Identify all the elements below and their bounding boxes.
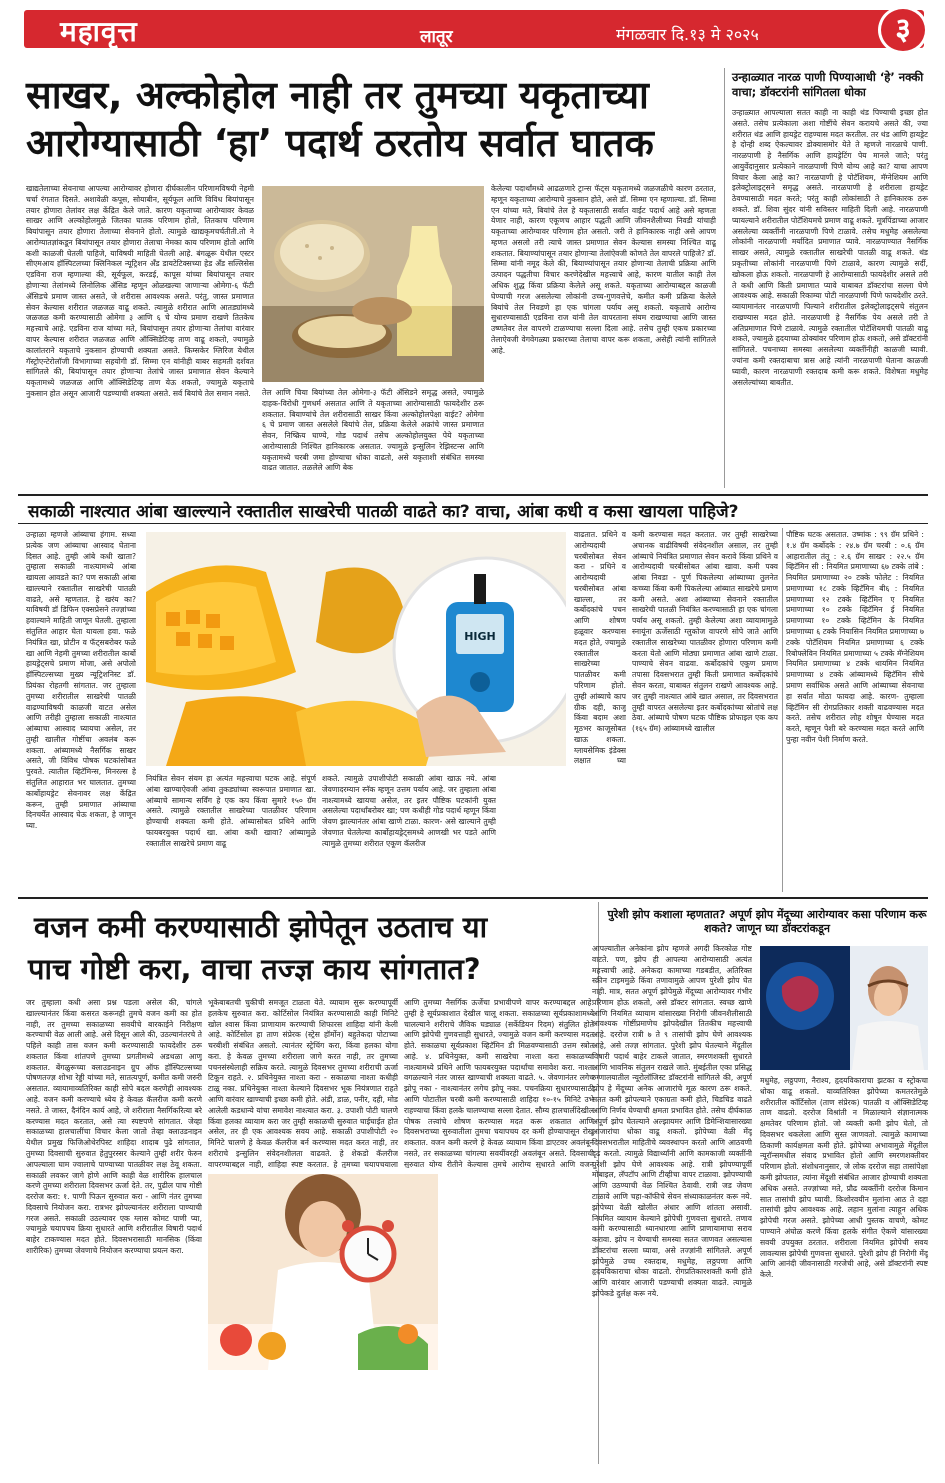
- sidebar1-headline: उन्हाळ्यात नारळ पाणी पिण्याआधी ‘हे’ नक्की वाचा; डॉक्टरांनी सांगितला धोका: [732, 70, 924, 99]
- article3-headline-line1: वजन कमी करण्यासाठी झोपेतून उठताच या: [34, 910, 488, 944]
- article1-column-3: केलेल्या पदार्थांमध्ये आढळणारे ट्रान्स फॅट्स यकृतामध्ये जळजळीचे कारण ठरतात, म्हणून यकृताच्या आरोग्याचे नुकसान होते, असे डॉ. सिम्मा एन म्हणाल्या. डॉ. सिम्मा एन यांच्या मते, बियांचे तेल हे यकृतासाठी सर्वात वाईट पदार्थ आहे असे म्हणता येणार नाही, कारण एकूणच आहार पद्धती आणि जीवनशैलीच्या निवडी यांचाही यकृताच्या आरोग्यावर परिणाम होत असतो. जरी ते हानिकारक नाही असे आपण म्हणत असलो तरी त्याचे जास्त प्रमाणात सेवन केल्यास समस्या निश्चित वाढू शकतात. बियाण्यांपासून तयार होणाऱ्या तेलांऐवजी कोणते तेल वापरले पाहिजे? डॉ. सिम्मा यांनी नमूद केले की, बियाण्यांपासून तयार होणाऱ्या तेलाची प्रक्रिया आणि उत्पादन पद्धतीचा विचार करणेदेखील महत्त्वाचे आहे, कारण यातील काही तेल अधिक शुद्ध किंवा प्रक्रिया केलेले असू शकते. यकृताच्या आरोग्याबद्दल काळजी घेण्याची गरज असलेल्या लोकांनी उच्च-गुणवत्तेचे, कमीत कमी प्रक्रिया केलेले बियांचे तेल निवडणे हा एक चांगला पर्याय असू शकतो. यकृताचे आरोग्य सुधारण्यासाठी एडविना राज यांनी तेल वापरताना संयम राखण्याचा आणि जास्त उष्णतेवर तेल वापरणे टाळण्याचा सल्ला दिला आहे. तसेच तुम्ही एकच प्रकारच्या तेलाऐवजी वेगवेगळ्या प्रकारच्या तेलाचा वापर करू शकता, असेही त्यांनी सांगितले आहे.: [491, 184, 716, 355]
- edition-city: लातूर: [420, 27, 453, 47]
- article1-column-2: तेल आणि चिया बियांच्या तेल ओमेगा-३ फॅटी ॲसिडने समृद्ध असते, ज्यामुळे दाहक-विरोधी गुणधर्म असतात आणि ते यकृताच्या आरोग्यासाठी फायदेशीर ठरू शकतात. बियाण्यांचे तेल शरीरासाठी साखर किंवा अल्कोहोलपेक्षा वाईट? ओमेगा ६ चे प्रमाण जास्त असलेले बियांचे तेल, प्रक्रिया केलेले अक्रांचे जास्त प्रमाणात सेवन, निष्क्रिय घाण्ये, गोड पदार्थ तसेच अल्कोहोलयुक्त पेये यकृताच्या आरोग्यासाठी निश्चित हानिकारक असतात. ज्यामुळे इन्सुलिन रेझिस्टन्स आणि यकृतामध्ये चरबी जमा होण्याचा धोका वाढतो, असे यकृताशी संबंधित समस्या वाढत जातात. तळलेले आणि बेक: [262, 388, 484, 473]
- article2-column-2: नियंत्रित सेवन संयम हा अत्यंत महत्त्वाचा घटक आहे. संपूर्ण आंबा खाण्याऐवजी आंबा तुकड्यांच्या स्वरूपात प्रमाणात खा. आंब्याचे सामान्य सर्विंग हे एक कप किंवा सुमारे १५० ग्रॅम असते. त्यामुळे रक्तातील साखरेच्या पातळीवर परिणाम होण्याची शक्यता कमी होते. आंब्यासोबत प्रथिने आणि फायबरयुक्त पदार्थ खा. आंबा कधी खावा? आंब्यामुळे रक्तातील साखरेचे प्रमाण वाढू: [146, 774, 316, 848]
- article2-nutrition-box: पौष्टिक घटक असतात. उष्मांक : ९९ ग्रॅम प्रथिने : १.४ ग्रॅम कर्बोदके : २४.७ ग्रॅम चरबी : ०.६ ग्रॅम आहारातील तंतू : २.६ ग्रॅम साखर : २२.५ ग्रॅम व्हिटॅमिन सी : नियमित प्रमाणाच्या ६७ टक्के तांबे : नियमित प्रमाणाच्या २० टक्के फोलेट : नियमित प्रमाणाच्या १८ टक्के व्हिटॅमिन बी६ : नियमित प्रमाणाच्या १२ टक्के व्हिटॅमिन ए नियमित प्रमाणाच्या १० टक्के व्हिटॅमिन ई नियमित प्रमाणाच्या १० टक्के व्हिटॅमिन के नियमित प्रमाणाच्या ६ टक्के नियासिन नियमित प्रमाणाच्या ७ टक्के पोटॅशियम नियमित प्रमाणाच्या ६ टक्के रिबोफ्लेविन नियमित प्रमाणाच्या ५ टक्के मॅग्नेशियम नियमित प्रमाणाच्या ४ टक्के थायमिन नियमित प्रमाणाच्या ४ टक्के आंब्यामध्ये व्हिटॅमिन सीचे प्रमाण सर्वाधिक असते आणि आंब्याच्या सेवनाचा हा सर्वात मोठा फायदा आहे. कारण- तुम्हाला व्हिटॅमिन सी रोगप्रतिकार शक्ती वाढवण्यास मदत करते. तसेच शरीरात लोह शोषून घेण्यास मदत करते, म्हणून पेशी बरे करण्यास मदत करते आणि पुन्हा नवीन पेशी निर्माण करते.: [786, 530, 924, 744]
- section-divider-3: [18, 897, 928, 899]
- article1-headline-line2: आरोग्यासाठी ‘हा’ पदार्थ ठरतोय सर्वात घातक: [26, 121, 654, 165]
- sidebar2-column-2: मधुमेह, लठ्ठपणा, नैराश्य, हृदयविकाराचा झटका व स्ट्रोकचा धोका वाढू शकतो. याव्यतिरिक्त झोपेच्या कमतरतेमुळे शरीरातील कॉर्टिसोल (ताण संप्रेरक) पातळी व ऑक्सिडेटिव्ह ताण वाढतो. दररोज विश्रांती न मिळाल्याने संज्ञानात्मक क्षमतेवर परिणाम होतो. जो व्यक्ती कमी झोप घेतो, तो दिवसभर थकलेला आणि सुस्त जाणवतो. त्यामुळे कामाच्या ठिकाणी कार्यक्षमता कमी होते. झोपेच्या अभावामुळे मेंदूतील न्यूरॉन्समधील संवाद प्रभावित होतो आणि स्मरणशक्तीवर परिणाम होतो. संशोधनानुसार, जे लोक दररोज सहा तासांपेक्षा कमी झोपतात, त्यांना मेंदूशी संबंधित आजार होण्याची शक्यता अधिक असते. तज्ज्ञांच्या मते, प्रौढ व्यक्तींनी दररोज किमान सात तासांची झोप घ्यावी. किशोरवयीन मुलांना आठ ते दहा तासांची झोप आवश्यक आहे. लहान मुलांना त्याहून अधिक झोपेची गरज असते. झोपेच्या आधी पुस्तक वाचणे, कोमट पाण्याने अंघोळ करणे किंवा हलके संगीत ऐकणे यांसारख्या सवयी उपयुक्त ठरतात. शरीराला नियमित झोपेची सवय लावल्यास झोपेची गुणवत्ता सुधारते. पुरेशी झोप ही निरोगी मेंदू आणि आनंदी जीवनासाठी गरजेची आहे, असे डॉक्टरांनी स्पष्ट केले.: [760, 1076, 928, 1280]
- brain-headache-photo: [760, 946, 928, 1070]
- article3-column-3-upper: आणि तुमच्या नैसर्गिक ऊर्जेचा प्रभावीपणे वापर करण्याबद्दल आहे. तुम्ही हे सूर्यप्रकाशात देखील चालू शकता. सकाळच्या सूर्यप्रकाशामध्ये चालल्याने शरीराचे जैविक घड्याळ (सर्केडियन रिदम) संतुलित होते आणि झोपेची गुणवत्ताही सुधारते, ज्यामुळे वजन कमी करण्यास मदत होते. सकाळचा सूर्यप्रकाश व्हिटॅमिन डी मिळवण्यासाठी उत्तम स्त्रोत आहे. ४. प्रथिनेयुक्त, कमी साखरेचा नाश्ता करा सकाळच्या नाश्त्यामध्ये प्रथिने आणि फायबरयुक्त पदार्थांचा समावेश करा. नाश्ता वगळल्याने नंतर जास्त खाण्याची शक्यता वाढते. ५. जेवणानंतर लगेच झोपू नका - नाश्त्यानंतर लगेच झोपू नका. पचनक्रिया सुधारण्यासाठी आणि पोटातील चरबी कमी करण्यासाठी शाहिदा १०-१५ मिनिटे उभे राहण्याचा किंवा हलके चालण्याचा सल्ला देतात. सौम्य हालचालींदेखील पोषक तत्त्वांचे शोषण करण्यास मदत करू शकतात आणि दिवसभराच्या सुरुवातीला तुमचा चयापचय दर कमी होण्यापासून रोखू शकतात. वजन कमी करणे हे केवळ व्यायाम किंवा डाएटवर अवलंबून नसते, तर सकाळच्या चांगल्या सवयींवरही अवलंबून असते. दिवसाची सुरुवात योग्य रीतीने केल्यास तुमचे आरोग्य सुधारते आणि वजन: [404, 998, 594, 1168]
- masthead-banner: [24, 10, 924, 48]
- masthead: [0, 0, 945, 56]
- article3-column-3-lower: [442, 1174, 594, 1464]
- svg-text:HIGH: HIGH: [464, 630, 496, 643]
- section-divider-1: [18, 494, 928, 496]
- article3-headline-line2: पाच गोष्टी करा, वाचा तज्ज्ञ काय सांगतात?: [28, 952, 481, 986]
- article3-column-2-lower: [208, 1376, 398, 1464]
- article3-column-1: जर तुम्हाला कधी असा प्रश्न पडला असेल की, चांगले खाल्ल्यानंतर किंवा कसरत करूनही तुमचे वजन कमी का होत नाही, तर तुमच्या सकाळच्या सवयीचे बारकाईने निरीक्षण करण्याची वेळ आली आहे. असे दिसून आले की, उठल्यानंतरचे ते पहिले काही तास वजन कमी करण्यासाठी फायदेशीर ठरू शकतात किंवा शांतपणे तुमच्या प्रगतीमध्ये अडथळा आणू शकतात. बेंगळुरूच्या क्लाउडनाइन ग्रुप ऑफ हॉस्पिटल्सच्या पोषणतज्ज्ञ शोभा रेड्डी यांच्या मते, सातत्यपूर्ण, कमीत कमी जरुरी असतात. व्यायामाव्यतिरिक्त काही सोपे बदल करणेही आवश्यक आहे. वजन कमी करण्याचे ध्येय हे केवळ कॅलरीज कमी करणे नसते. ते जास्त, दैनंदिन कार्य आहे, जे शरीराला नैसर्गिकरित्या बरे करण्यास मदत करतात, असे त्या स्पष्टपणे सांगतात. जेव्हा सकाळच्या हालचालींचा विचार केला जातो तेव्हा क्लाउडनाइन येथील प्रमुख फिजिओथेरपिस्ट शाहिदा शादाब पुढे सांगतात, तुमच्या दिवसाची सुरुवात हेतुपुरस्सर केल्याने तुम्ही शरीर फेरुन आपल्याला घाम ज्वालाचे पाण्याच्या पातळीवर लक्ष ठेवू शकता. सकाळी लवकर जागे होणे आणि काही वेळ शारीरिक हालचाल करणे तुमच्या शरीराला दिवसभर ऊर्जा देते. तर, पुढील पाच गोष्टी दररोज करा: १. पाणी पिऊन सुरुवात करा - आणि नंतर तुमच्या दिवसाचे नियोजन करा. रात्रभर झोपल्यानंतर शरीराला पाण्याची गरज असते. सकाळी उठल्यावर एक ग्लास कोमट पाणी प्या, ज्यामुळे चयापचय क्रिया सुधारते आणि शरीरातील विषारी पदार्थ बाहेर टाकण्यास मदत होते. दिवसभरासाठी मानसिक (किंवा शारीरिक) तुमच्या जेवणाचे नियोजन करण्याचा प्रयत्न करा.: [26, 998, 202, 1255]
- mango-glucometer-photo: [146, 532, 566, 766]
- article2-column-5: कमी करण्यास मदत करतात. जर तुम्ही साखरेच्या अचानक वाढीविषयी संवेदनशील असाल, तर तुम्ही आंब्याचे नियंत्रित प्रमाणात सेवन करावे किंवा प्रथिने व आरोग्यदायी चरबीसोबत आंबा खावा. कमी पक्व आंबा निवडा - पूर्ण पिकलेल्या आंब्याच्या तुलनेत कच्च्या किंवा कमी पिकलेल्या आंब्यात साखरेचे प्रमाण कमी असते. अशा आंब्याच्या सेवनाने रक्तातील साखरेची पातळी नियंत्रित करण्यासाठी हा एक चांगला पर्याय असू शकतो. तुम्ही केलेल्या अशा व्यायामामुळे स्नायूंना ऊर्जेसाठी ग्लुकोज वापरणे सोपे जाते आणि रक्तातील साखरेच्या पातळीवर होणारा परिणाम कमी करता येतो आणि मोठ्या प्रमाणात आंबा खाणे टाळा. पाण्याचे सेवन वाढवा. कर्बोदकांचे एकूण प्रमाण तपासा दिवसभरात तुम्ही किती प्रमाणात कर्बोदकांचे सेवन करता, याबाबत संतुलन राखणे आवश्यक आहे. जर तुम्ही नाश्त्यात आंबे खात असाल, तर दिवसभरात तुम्ही वापरत असलेल्या इतर कर्बोदकांच्या स्रोतांचे लक्ष ठेवा. आंब्याचे पोषण घटक पौष्टिक प्रोफाइल एक कप (१६५ ग्रॅम) आंब्यामध्ये खालील: [632, 530, 778, 734]
- article1-sidebar-divider: [724, 68, 725, 488]
- sidebar1-body: उन्हाळ्यात आपल्याला सतत काही ना काही थंड पिण्याची इच्छा होत असते. तसेच प्रत्येकाला अशा गोष्टींचे सेवन करायचे असते की, ज्या शरीरात थंड आणि हायड्रेट राहण्यास मदत करतील. तर थंड आणि हायड्रेट हे दोन्ही शब्द ऐकल्यावर डोक्यासमोर येते ते म्हणजे नारळाचे पाणी. नारळपाणी हे नैसर्गिक आणि हायड्रेटिंग पेय मानले जाते; परंतु आयुर्वेदानुसार प्रत्येकाने नारळपाणी पिणे योग्य आहे का? याचा आपण विचार केला आहे का? नारळपाणी हे पोटॅशियम, मॅग्नेशियम आणि इलेक्ट्रोलाइट्सने समृद्ध असते. नारळपाणी हे शरीराला हायड्रेट ठेवण्यासाठी मदत करते; परंतु काही लोकांसाठी ते हानिकारक ठरू शकते. डॉ. शिवा सुंदर यांनी सविस्तर माहिती दिली आहे. नारळपाणी प्यायल्याने शरीरातील पोटॅशियमचे प्रमाण वाढू शकते. मूत्रपिंडाच्या आजार असलेल्या व्यक्तींनी नारळपाणी पिणे टाळावे. तसेच मधुमेह असलेल्या लोकांनी नारळपाणी मर्यादित प्रमाणात प्यावे. नारळपाण्यात नैसर्गिक साखर असते, त्यामुळे रक्तातील साखरेची पातळी वाढू शकते. थंड प्रकृतीच्या लोकांनी नारळपाणी पिणे टाळावे, कारण त्यामुळे सर्दी, खोकला होऊ शकतो. नारळपाणी हे आरोग्यासाठी फायदेशीर असले तरी ते कधी आणि किती प्रमाणात प्यावे याबाबत डॉक्टरांचा सल्ला घेणे आवश्यक आहे. सकाळी रिकाम्या पोटी नारळपाणी पिणे फायदेशीर ठरते. व्यायामानंतर नारळपाणी पिल्याने शरीरातील इलेक्ट्रोलाइट्सचे संतुलन राखण्यास मदत होते. नारळपाणी हे नैसर्गिक पेय असले तरी ते अतिप्रमाणात पिणे टाळावे. त्यामुळे रक्तातील पोटॅशियमची पातळी वाढू शकते, ज्यामुळे हृदयाच्या ठोक्यांवर परिणाम होऊ शकतो, असे डॉक्टरांनी सांगितले. पचनाच्या समस्या असलेल्या व्यक्तींनीही काळजी घ्यावी. ज्यांना कमी रक्तदाबाचा त्रास आहे त्यांनी नारळपाणी घेताना काळजी घ्यावी, कारण नारळपाणी रक्तदाब कमी करू शकते. विशेषतः मधुमेह असलेल्यांच्या बाबतीत.: [732, 108, 928, 387]
- article2-nutrition-divider: [782, 528, 783, 892]
- article3-column-2-upper: भूकेबाबतची चुकीची समजूत टाळता येते. व्यायाम सुरू करण्यापूर्वी हलकेच सुरुवात करा. कोर्टिसोल नियंत्रित करण्यासाठी काही मिनिटे खोल श्वास किंवा प्राणायाम करण्याची शिफारस शाहिदा यांनी केली आहे. कोर्टिसोल हा ताण संप्रेरक (स्ट्रेस हॉर्मोन) बहुतेकदा पोटाच्या चरबीशी संबंधित असतो. त्यानंतर स्ट्रेचिंग करा, किंवा हलका योगा करा. हे केवळ तुमच्या शरीराला जागे करत नाही, तर तुमच्या पचनसंस्थेलाही सक्रिय करते. त्यामुळे दिवसभर तुमच्या शरीराची ऊर्जा टिकून राहते. २. प्रथिनेयुक्त नाश्ता करा - सकाळचा नाश्ता कधीही टाळू नका. प्रथिनेयुक्त नाश्ता केल्याने दिवसभर भूक नियंत्रणात राहते आणि वारंवार खाण्याची इच्छा कमी होते. अंडी, डाळ, पनीर, दही, मोड आलेली कडधान्ये यांचा समावेश नाश्त्यात करा. ३. उपाशी पोटी चालणे किंवा हलका व्यायाम करा जर तुम्ही सकाळची सुरुवात घाईघाईत होत असेल, तर ही एक आवश्यक सवय आहे. सकाळी उपाशीपोटी २० मिनिटे चालणे हे केवळ कॅलरीज बर्न करण्यास मदत करत नाही, तर शरीराचे इन्सुलिन संवेदनशीलता वाढवते. हे शेकडो कॅलरीज वापरण्याबद्दल नाही, शाहिदा स्पष्ट करतात. हे तुमच्या चयापचयाला: [208, 998, 398, 1168]
- page-number: ३: [878, 6, 928, 54]
- article2-column-4-lower: [503, 774, 626, 892]
- newspaper-title: महावृत्त: [60, 15, 138, 48]
- article1-column-1: खाद्यतेलाच्या सेवनाचा आपल्या आरोग्यावर होणारा दीर्घकालीन परिणामविषयी नेहमी चर्चा रंगतात दिसते. अशावेळी कपूस, सोयाबीन, सूर्यफूल आणि विविध बियांपासून तयार होणारा तेलांवर लक्ष केंद्रित केले जाते. कारण यकृताच्या आरोग्यावर केवळ साखर आणि अल्कोहोलमुळे जितका घातक परिणाम होतो, तितकाच परिणाम बियांपासून तयार होणारा तेलाच्या सेवनाने होतो. त्यामुळे खाद्यकृमचर्चतीती.तो ने आरोग्यातज्ञांकडून बियांपासून तयार होणारा तेलाचा नेमका काय परिणाम होतो आणि कशी काळजी घेतली पाहिजे, याविषयी माहिती घेतली आहे. बंगळूरू येथील एस्टर सीएमआय हॉस्पिटलच्या क्लिनिकल न्यूट्रिशन ॲंड डायटेटिक्सच्या हेड ॲंड सल्लिसेस एडविना राज म्हणाल्या की, सूर्यफूल, करडई, कापूस यांच्या बियांपासून तयार होणाऱ्या तेलांमध्ये लिनोलिक ॲसिड म्हणून ओळखल्या जाणाऱ्या ओमेगा-६ फॅटी ॲसिडचे प्रमाण जास्त असते, जे शरीरास आवश्यक असते. परंतु, जास्त प्रमाणात सेवन केल्यास शरीरात जळजळ वाढू शकते. त्यामुळे शरीरात आणि आतड्यांमध्ये जळजळ कमी करण्यासाठी ओमेगा ३ आणि ६ चे योग्य प्रमाण राखणे तितकेच महत्त्वाचे आहे. एडविना राज यांच्या मते, बियांपासून तयार होणाऱ्या तेलांचा वारंवार वापर केल्यास शरीरात जळजळ आणि ऑक्सिडेटिव्ह ताण वाढू शकतो, ज्यामुळे कालांतराने यकृताचे नुकसान होण्याची शक्यता असते. किम्सकेर ग्लिरिज येथील गॅस्ट्रोएन्टेरोलॉजी विभागाच्या सहयोगी डॉ. सिम्मा एन यांनीही याबर सहमती दर्शवत सांगितले की, बियांपासून तयार होणाऱ्या तेलांचे जास्त प्रमाणात सेवन केल्याने यकृतामध्ये जळजळ आणि ऑक्सिडेटिव्ह ताण येऊ शकतो, ज्यामुळे यकृताचे नुकसान होत असून आजारी पडण्याची शक्यता असते. सर्व बियांचे तेल समान नसते.: [26, 184, 254, 398]
- woman-clock-photo: [208, 1174, 438, 1370]
- article2-headline: सकाळी नाश्त्यात आंबा खाल्ल्याने रक्तातील साखरेची पातळी वाढते का? वाचा, आंबा कधी व कसा खायला पाहिजे?: [28, 502, 739, 522]
- article1-headline-line1: साखर, अल्कोहोल नाही तर तुमच्या यकृताच्या: [26, 73, 649, 117]
- sidebar2-column-1: आपल्यातील अनेकांना झोप म्हणजे अगदी किरकोळ गोष्ट वाटते. पण, झोप ही आपल्या आरोग्यासाठी अत्यंत महत्त्वाची आहे. अनेकदा कामाच्या गडबडीत, अतिरिक्त स्क्रीन टाइममुळे किंवा तणावामुळे आपण पुरेशी झोप घेत नाही. मात्र, सतत अपूर्ण झोपेमुळे मेंदूच्या आरोग्यावर गंभीर परिणाम होऊ शकतो, असे डॉक्टर सांगतात. स्वच्छ खाणे आणि नियमित व्यायाम यांसारख्या निरोगी जीवनशैलीसाठी आवश्यक गोष्टींप्रमाणेच झोपदेखील तितकीच महत्त्वाची आहे. दररोज रात्री ७ ते ९ तासांची झोप घेणे आवश्यक आहे, असे तज्ज्ञ सांगतात. पुरेशी झोप घेतल्याने मेंदूतील विषारी पदार्थ बाहेर टाकले जातात, स्मरणशक्ती सुधारते आणि भावनिक संतुलन राखले जाते. मुंबईतील एका प्रसिद्ध रुग्णालयातील न्यूरोलॉजिस्ट डॉक्टरांनी सांगितले की, अपूर्ण झोप हे मेंदूच्या अनेक आजारांचे मूळ कारण ठरू शकते. सतत कमी झोपल्याने एकाग्रता कमी होते, चिडचिड वाढते आणि निर्णय घेण्याची क्षमता प्रभावित होते. तसेच दीर्घकाळ अपूर्ण झोप घेतल्याने अल्झायमर आणि डिमेन्शियासारख्या आजारांचा धोका वाढू शकतो. झोपेच्या वेळी मेंदू दिवसभरातील माहितीचे व्यवस्थापन करतो आणि आठवणी दृढ करतो. त्यामुळे विद्यार्थ्यांनी आणि कामकाजी व्यक्तींनी पुरेशी झोप घेणे आवश्यक आहे. रात्री झोपण्यापूर्वी मोबाइल, लॅपटॉप आणि टीव्हीचा वापर टाळावा. झोपण्याची आणि उठण्याची वेळ निश्चित ठेवावी. रात्री जड जेवण टाळावे आणि चहा-कॉफीचे सेवन संध्याकाळनंतर करू नये. झोपेच्या वेळी खोलीत अंधार आणि शांतता असावी. नियमित व्यायाम केल्याने झोपेची गुणवत्ता सुधारते. तणाव कमी करण्यासाठी ध्यानधारणा आणि प्राणायामाचा सराव करावा. झोप न येण्याची समस्या सतत जाणवत असल्यास डॉक्टरांचा सल्ला घ्यावा, असे तज्ज्ञांनी सांगितले. अपूर्ण झोपेमुळे उच्च रक्तदाब, मधुमेह, लठ्ठपणा आणि हृदयविकाराचा धोका वाढतो. रोगप्रतिकारशक्ती कमी होते आणि वारंवार आजारी पडण्याची शक्यता वाढते. त्यामुळे झोपेकडे दुर्लक्ष करू नये.: [592, 944, 752, 1298]
- article2-headline-band: [18, 497, 928, 523]
- article2-column-1: उन्हाळा म्हणजे आंब्याचा हंगाम. सध्या प्रत्येक जण आंब्याचा आस्वाद घेताना दिसत आहे. तुम्ही आंबे कधी खाता? तुम्हाला सकाळी नाश्त्यामध्ये आंबा खायला आवडते का? पण सकाळी आंबा खाल्ल्याने रक्तातील साखरेची पातळी वाढते, असे म्हणतात. हे खरंय का? याविषयी डॉ डिफिन एक्सप्रेसने तज्ज्ञांच्या हवाल्याने माहिती जाणून घेतली. तुम्हाला संतुलित आहार घेता यायला हवा. फळे नियंत्रित खा, प्रोटीन व फॅट्सबरोबर फळे खा आणि नेहमी तुमच्या शरीरातील कार्बो हायड्रेट्सचे प्रमाण मोजा, असे अपोलो हॉस्पिटल्सच्या मुख्य न्यूट्रिशनिस्ट डॉ. प्रियंका रोहतगी सांगतात. जर तुम्हाला तुमच्या शरीरातील साखरेची पातळी वाढण्याविषयी काळजी वाटत असेल आणि तरीही तुम्हाला सकाळी नाश्त्यात आंब्याचा आस्वाद घ्यायचा असेल, तर तुम्ही खालील गोष्टींचा अवलंब करू शकता. आंब्यामध्ये नैसर्गिक साखर असते, जी विविध पोषक घटकांसोबत पुरवते. त्यातील व्हिटॅमिन्स, मिनरल्स हे संतुलित आहारात भर घालतात. तुमच्या कार्बोहायड्रेट सेवनावर लक्ष केंद्रित करून, तुम्ही प्रमाणात आंब्याचा दिनचर्येत आस्वाद घेऊ शकता, हे जाणून घ्या.: [26, 530, 136, 831]
- sidebar2-headline: पुरेशी झोप कशाला म्हणतात? अपूर्ण झोप मेंदूच्या आरोग्यावर कसा परिणाम करू शकते? जाणून घ्या डॉक्टरांकडून: [607, 908, 927, 936]
- edition-date: मंगळवार दि.१३ मे २०२५: [616, 25, 759, 44]
- section-divider-2: [18, 523, 928, 524]
- article2-column-4-upper: वाढतात. प्रथिने व आरोग्यदायी चरबीसोबत सेवन करा - प्रथिने व आरोग्यदायी चरबीसोबत आंबा खाल्ला, तर कर्बोदकांचे पचन आणि शोषण हळूवार करण्यास मदत होते, ज्यामुळे रक्तातील साखरेच्या पातळीवर कमी परिणाम होतो. तुम्ही आंब्याचे काप ग्रीक दही, काजू किंवा बदाम अशा मूठभर काजूसोबत खाऊ शकता. ग्लायसेमिक इंडेक्स लक्षात घ्या: [574, 530, 626, 766]
- article2-column-3: शकते. त्यामुळे उपाशीपोटी सकाळी आंबा खाऊ नये. आंबा जेवणादरम्यान स्नॅक म्हणून उत्तम पर्याय आहे. जर तुम्हाला आंबा नाश्त्यामध्ये खायचा असेल, तर इतर पौष्टिक घटकांनी युक्त असलेल्या पदार्थांबरोबर खा; पण कधीही गोड पदार्थ म्हणून किंवा जेवण झाल्यानंतर आंबा खाणे टाळा. कारण- असे खाल्याने तुम्ही जेवणात घेतलेल्या कार्बोहायड्रेट्समध्ये आणखी भर पडते आणि त्यामुळे तुमच्या शरीरात एकूण कॅलरीज: [322, 774, 496, 848]
- oil-seeds-photo: [262, 186, 484, 382]
